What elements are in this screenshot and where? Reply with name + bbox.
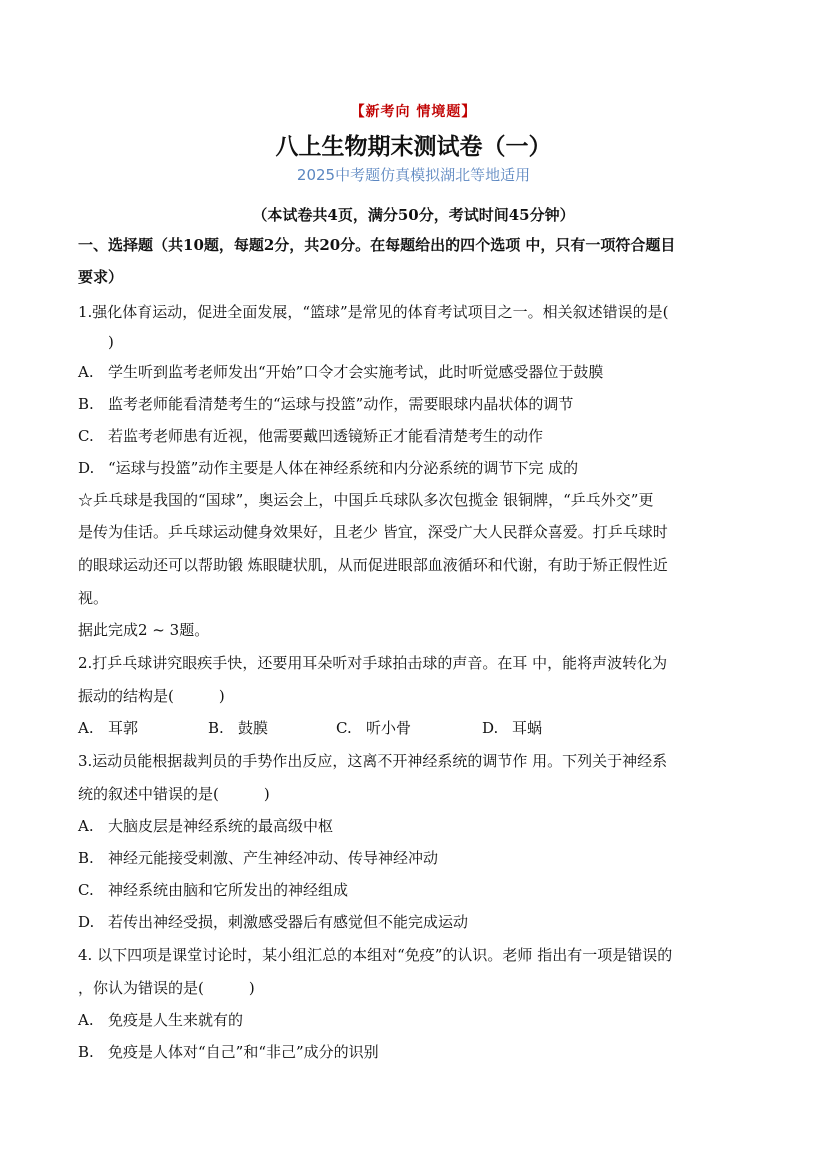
option-text: 耳蜗 — [512, 719, 543, 737]
q2-stem-line1: 2.打乒乓球讲究眼疾手快，还要用耳朵听对手球拍击球的声音。在耳 中，能将声波转化为 — [78, 654, 668, 672]
passage-line1: ☆乒乓球是我国的“国球”，奥运会上，中国乒乓球队多次包揽金 银铜牌，“乒乓外交”更 — [78, 491, 654, 509]
passage-line5: 据此完成2 ~ 3题。 — [78, 621, 210, 639]
option-letter: C. — [336, 719, 352, 737]
option-text: 神经元能接受刺激、产生神经冲动、传导神经冲动 — [108, 849, 439, 867]
option-letter: B. — [78, 1043, 94, 1061]
q1-option-b — [78, 394, 573, 414]
option-text: 监考老师能看清楚考生的“运球与投篮”动作，需要眼球内晶状体的调节 — [108, 395, 574, 413]
passage-line3: 的眼球运动还可以帮助锻 炼眼睫状肌，从而促进眼部血液循环和代谢，有助于矫正假性近 — [78, 556, 668, 574]
q1-stem-line2: ) — [108, 333, 114, 351]
passage-line2: 是传为佳话。乒乓球运动健身效果好，且老少 皆宜，深受广大人民群众喜爱。打乒乓球时 — [78, 523, 668, 541]
q2-option-a — [78, 718, 138, 738]
section-heading-line2: 要求） — [78, 268, 124, 286]
passage-line4: 视。 — [78, 589, 109, 607]
option-letter: B. — [208, 719, 224, 737]
option-letter: A. — [78, 817, 94, 835]
q3-stem-line1: 3.运动员能根据裁判员的手势作出反应，这离不开神经系统的调节作 用。下列关于神经系 — [78, 752, 668, 770]
option-text: 听小骨 — [366, 719, 412, 737]
q3-option-d — [78, 912, 468, 932]
option-text: 免疫是人体对“自己”和“非己”成分的识别 — [108, 1043, 379, 1061]
option-text: 若监考老师患有近视，他需要戴凹透镜矫正才能看清楚考生的动作 — [108, 427, 544, 445]
option-letter: C. — [78, 881, 94, 899]
option-text: 耳郭 — [108, 719, 139, 737]
section-heading-line1: 一、选择题（共10题，每题2分，共20分。在每题给出的四个选项 中，只有一项符合题目 — [78, 236, 676, 254]
q1-option-c — [78, 426, 543, 446]
page-subtitle: 2025中考题仿真模拟湖北等地适用 — [296, 166, 531, 184]
option-letter: B. — [78, 395, 94, 413]
q1-stem-line1: 1.强化体育运动，促进全面发展，“篮球”是常见的体育考试项目之一。相关叙述错误的是( — [78, 303, 669, 321]
q1-option-a — [78, 362, 603, 382]
q1-option-d — [78, 458, 578, 478]
new-trend-tag: 【新考向 情境题】 — [350, 104, 477, 120]
option-text: 学生听到监考老师发出“开始”口令才会实施考试，此时听觉感受器位于鼓膜 — [108, 363, 604, 381]
q2-option-b — [208, 718, 268, 738]
q3-option-c — [78, 880, 348, 900]
option-text: 大脑皮层是神经系统的最高级中枢 — [108, 817, 334, 835]
page-title: 八上生物期末测试卷（一） — [275, 134, 552, 160]
option-letter: A. — [78, 719, 94, 737]
option-letter: C. — [78, 427, 94, 445]
option-text: “运球与投篮”动作主要是人体在神经系统和内分泌系统的调节下完 成的 — [108, 459, 579, 477]
q3-stem-line2: 统的叙述中错误的是( ) — [78, 785, 270, 803]
q2-option-d — [482, 718, 542, 738]
q4-stem-line2: ，你认为错误的是( ) — [78, 979, 255, 997]
q4-option-b — [78, 1042, 379, 1062]
option-letter: A. — [78, 363, 94, 381]
q3-option-b — [78, 848, 438, 868]
q2-stem-line2: 振动的结构是( ) — [78, 687, 225, 705]
q4-option-a — [78, 1010, 243, 1030]
option-text: 神经系统由脑和它所发出的神经组成 — [108, 881, 349, 899]
exam-note: （本试卷共4页，满分50分，考试时间45分钟） — [252, 206, 575, 224]
option-letter: D. — [78, 459, 95, 477]
option-letter: B. — [78, 849, 94, 867]
option-text: 若传出神经受损，刺激感受器后有感觉但不能完成运动 — [108, 913, 469, 931]
option-text: 鼓膜 — [238, 719, 269, 737]
option-letter: A. — [78, 1011, 94, 1029]
q4-stem-line1: 4. 以下四项是课堂讨论时，某小组汇总的本组对“免疫”的认识。老师 指出有一项是错误的 — [78, 946, 673, 964]
q2-option-c — [336, 718, 411, 738]
q3-option-a — [78, 816, 333, 836]
option-letter: D. — [78, 913, 95, 931]
option-letter: D. — [482, 719, 499, 737]
option-text: 免疫是人生来就有的 — [108, 1011, 244, 1029]
